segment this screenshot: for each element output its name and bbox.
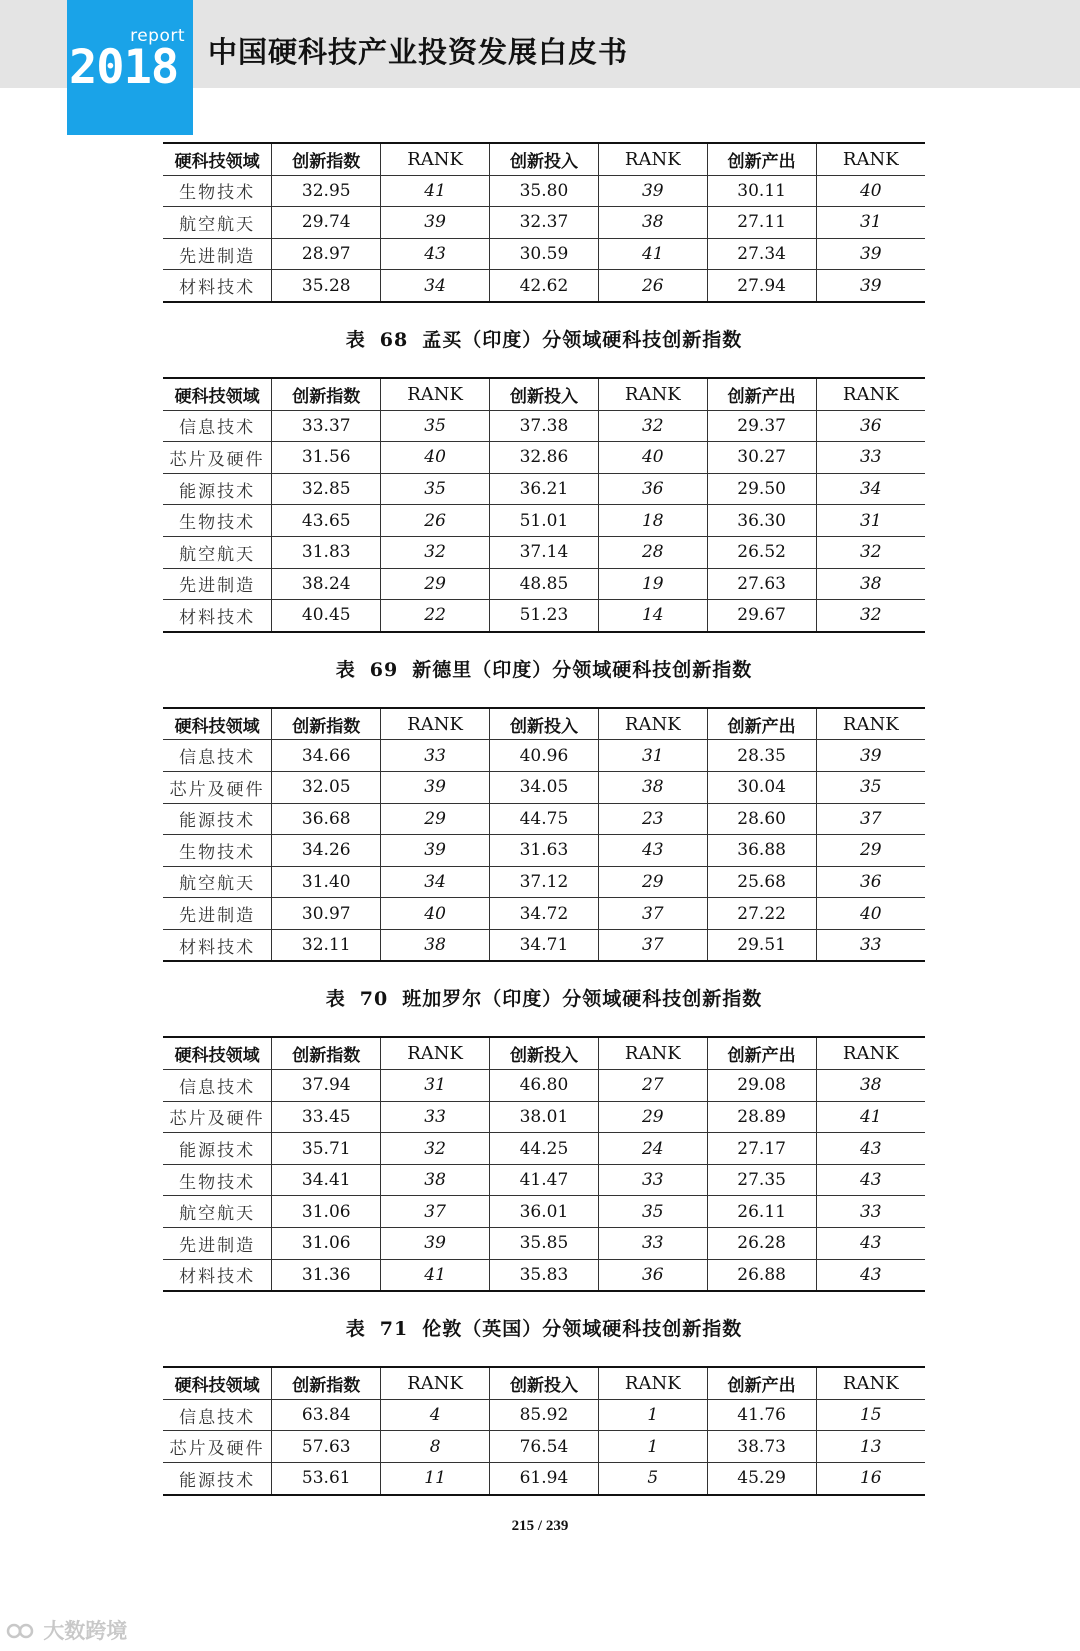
- value-cell: 45.29: [707, 1463, 816, 1495]
- rank-cell: 39: [381, 207, 490, 239]
- rank-cell: 37: [381, 1196, 490, 1228]
- column-header: RANK: [598, 1367, 707, 1399]
- value-cell: 33.37: [272, 410, 381, 442]
- table-row: [163, 1164, 925, 1196]
- rank-cell: 38: [381, 1164, 490, 1196]
- table-caption: [163, 633, 925, 707]
- rank-cell: 39: [598, 175, 707, 207]
- value-cell: 32.11: [272, 929, 381, 961]
- value-cell: 26.28: [707, 1228, 816, 1260]
- rank-cell: 35: [816, 771, 925, 803]
- rank-cell: 19: [598, 568, 707, 600]
- value-cell: 28.35: [707, 740, 816, 772]
- field-cell: 先进制造: [163, 238, 272, 270]
- value-cell: 30.04: [707, 771, 816, 803]
- rank-cell: 15: [816, 1399, 925, 1431]
- rank-cell: 33: [598, 1164, 707, 1196]
- value-cell: 27.35: [707, 1164, 816, 1196]
- rank-cell: 29: [598, 1101, 707, 1133]
- value-cell: 27.34: [707, 238, 816, 270]
- value-cell: 31.40: [272, 866, 381, 898]
- rank-cell: 27: [598, 1070, 707, 1102]
- field-cell: 生物技术: [163, 505, 272, 537]
- field-cell: 能源技术: [179, 1470, 256, 1491]
- index-table: [163, 142, 925, 303]
- column-header: 创新产出: [707, 1367, 816, 1399]
- table-caption: [163, 1292, 925, 1366]
- value-cell: 38.24: [272, 568, 381, 600]
- field-cell: 生物技术: [163, 175, 272, 207]
- value-cell: 35.80: [490, 175, 599, 207]
- column-header: RANK: [598, 143, 707, 175]
- rank-cell: 32: [816, 536, 925, 568]
- column-header: RANK: [381, 1367, 490, 1399]
- column-header: RANK: [598, 708, 707, 740]
- table-caption: [163, 962, 925, 1036]
- value-cell: 32.05: [272, 771, 381, 803]
- logo-report-text: report: [130, 26, 185, 46]
- value-cell: 61.94: [490, 1463, 599, 1495]
- rank-cell: 28: [598, 536, 707, 568]
- value-cell: 36.21: [490, 473, 599, 505]
- value-cell: 36.30: [707, 505, 816, 537]
- field-cell: 芯片及硬件: [163, 1101, 272, 1133]
- field-cell: 能源技术: [163, 473, 272, 505]
- value-cell: 57.63: [272, 1431, 381, 1463]
- field-cell: 生物技术: [163, 1164, 272, 1196]
- rank-cell: 31: [816, 207, 925, 239]
- value-cell: 41.47: [490, 1164, 599, 1196]
- rank-cell: 43: [816, 1164, 925, 1196]
- value-cell: 32.95: [272, 175, 381, 207]
- value-cell: 28.89: [707, 1101, 816, 1133]
- value-cell: 33.45: [272, 1101, 381, 1133]
- page-number: 215 / 239: [511, 1518, 569, 1534]
- value-cell: 30.27: [707, 442, 816, 474]
- rank-cell: 39: [381, 771, 490, 803]
- table-row: [163, 600, 925, 632]
- value-cell: 34.66: [272, 740, 381, 772]
- column-header: 硬科技领域: [163, 378, 272, 410]
- rank-cell: 35: [381, 473, 490, 505]
- table-row: [163, 1070, 925, 1102]
- column-header: 创新产出: [707, 1037, 816, 1069]
- field-cell: 信息技术: [163, 410, 272, 442]
- rank-cell: 41: [381, 1259, 490, 1291]
- value-cell: 35.83: [490, 1259, 599, 1291]
- caption-number: 71: [379, 1318, 409, 1341]
- rank-cell: 33: [598, 1228, 707, 1260]
- rank-cell: 24: [598, 1133, 707, 1165]
- caption-text: 新德里（印度）分领域硬科技创新指数: [412, 658, 753, 681]
- column-header: 创新投入: [490, 378, 599, 410]
- column-header: RANK: [381, 1037, 490, 1069]
- watermark-logo-icon: [6, 1621, 36, 1641]
- value-cell: 29.67: [707, 600, 816, 632]
- value-cell: 27.17: [707, 1133, 816, 1165]
- column-header: RANK: [598, 1037, 707, 1069]
- table-row: [163, 1259, 925, 1291]
- value-cell: 27.22: [707, 898, 816, 930]
- table-header-row: [163, 378, 925, 410]
- caption-text: 伦敦（英国）分领域硬科技创新指数: [422, 1318, 743, 1341]
- value-cell: 37.12: [490, 866, 599, 898]
- rank-cell: 33: [816, 929, 925, 961]
- rank-cell: 35: [381, 410, 490, 442]
- table-row: [163, 505, 925, 537]
- column-header: 创新指数: [272, 1367, 381, 1399]
- value-cell: 31.06: [272, 1196, 381, 1228]
- value-cell: 27.11: [707, 207, 816, 239]
- value-cell: 31.63: [490, 835, 599, 867]
- rank-cell: 38: [598, 207, 707, 239]
- rank-cell: 14: [598, 600, 707, 632]
- column-header: 创新产出: [707, 378, 816, 410]
- field-cell: 航空航天: [163, 866, 272, 898]
- value-cell: 76.54: [490, 1431, 599, 1463]
- value-cell: 35.85: [490, 1228, 599, 1260]
- field-cell: 航空航天: [163, 207, 272, 239]
- rank-cell: 32: [816, 600, 925, 632]
- column-header: 创新投入: [490, 708, 599, 740]
- value-cell: 37.14: [490, 536, 599, 568]
- rank-cell: 22: [381, 600, 490, 632]
- rank-cell: 1: [598, 1431, 707, 1463]
- index-table: [163, 1036, 925, 1292]
- value-cell: 34.72: [490, 898, 599, 930]
- value-cell: 44.25: [490, 1133, 599, 1165]
- rank-cell: 36: [816, 866, 925, 898]
- value-cell: 37.94: [272, 1070, 381, 1102]
- rank-cell: 11: [381, 1463, 490, 1495]
- caption-number: 68: [379, 328, 409, 351]
- value-cell: 46.80: [490, 1070, 599, 1102]
- field-cell: 材料技术: [179, 1267, 256, 1288]
- value-cell: 31.36: [272, 1259, 381, 1291]
- field-cell: 航空航天: [163, 1196, 272, 1228]
- caption-text: 孟买（印度）分领域硬科技创新指数: [422, 328, 743, 351]
- rank-cell: 29: [381, 568, 490, 600]
- table-header-row: [163, 708, 925, 740]
- value-cell: 31.56: [272, 442, 381, 474]
- value-cell: 63.84: [272, 1399, 381, 1431]
- rank-cell: 18: [598, 505, 707, 537]
- table-row: [163, 1196, 925, 1228]
- value-cell: 34.41: [272, 1164, 381, 1196]
- value-cell: 40.45: [272, 600, 381, 632]
- rank-cell: 40: [816, 175, 925, 207]
- value-cell: 34.26: [272, 835, 381, 867]
- rank-cell: 1: [598, 1399, 707, 1431]
- column-header: RANK: [598, 378, 707, 410]
- rank-cell: 32: [381, 1133, 490, 1165]
- value-cell: 32.85: [272, 473, 381, 505]
- column-header: RANK: [381, 708, 490, 740]
- field-cell: 芯片及硬件: [163, 771, 272, 803]
- column-header: 创新投入: [490, 143, 599, 175]
- field-cell: 航空航天: [163, 536, 272, 568]
- value-cell: 37.38: [490, 410, 599, 442]
- value-cell: 29.08: [707, 1070, 816, 1102]
- caption-prefix: 表: [345, 328, 366, 351]
- rank-cell: 32: [598, 410, 707, 442]
- value-cell: 28.97: [272, 238, 381, 270]
- rank-cell: 35: [598, 1196, 707, 1228]
- field-cell: 先进制造: [163, 1228, 272, 1260]
- watermark-text: 大数跨境: [43, 1619, 128, 1643]
- rank-cell: 39: [816, 740, 925, 772]
- value-cell: 27.94: [707, 270, 816, 302]
- rank-cell: 40: [381, 442, 490, 474]
- value-cell: 29.74: [272, 207, 381, 239]
- value-cell: 25.68: [707, 866, 816, 898]
- caption-prefix: 表: [345, 1318, 366, 1341]
- column-header: RANK: [381, 378, 490, 410]
- column-header: 创新指数: [272, 1037, 381, 1069]
- table-row: [163, 898, 925, 930]
- column-header: 创新指数: [272, 143, 381, 175]
- column-header: 创新指数: [272, 708, 381, 740]
- rank-cell: 39: [381, 835, 490, 867]
- table-row: [163, 1399, 925, 1431]
- rank-cell: 33: [816, 1196, 925, 1228]
- caption-text: 班加罗尔（印度）分领域硬科技创新指数: [402, 988, 763, 1011]
- rank-cell: 26: [381, 505, 490, 537]
- rank-cell: 26: [598, 270, 707, 302]
- table-row: [163, 175, 925, 207]
- table-row: [163, 803, 925, 835]
- field-cell: 芯片及硬件: [163, 442, 272, 474]
- value-cell: 35.28: [272, 270, 381, 302]
- value-cell: 32.37: [490, 207, 599, 239]
- column-header: 创新指数: [272, 378, 381, 410]
- rank-cell: 31: [598, 740, 707, 772]
- rank-cell: 34: [816, 473, 925, 505]
- table-header-row: [163, 1367, 925, 1399]
- caption-number: 69: [369, 658, 399, 681]
- table-row: [163, 238, 925, 270]
- column-header: RANK: [816, 1037, 925, 1069]
- watermark: [6, 1615, 127, 1645]
- value-cell: 30.97: [272, 898, 381, 930]
- value-cell: 38.01: [490, 1101, 599, 1133]
- table-row: [163, 207, 925, 239]
- table-row: [163, 410, 925, 442]
- value-cell: 32.86: [490, 442, 599, 474]
- table-row: [163, 536, 925, 568]
- index-table: [163, 1366, 925, 1495]
- table-header-row: [163, 1037, 925, 1069]
- value-cell: 26.52: [707, 536, 816, 568]
- rank-cell: 34: [381, 270, 490, 302]
- table-row: [163, 929, 925, 961]
- field-cell: 生物技术: [163, 835, 272, 867]
- rank-cell: 8: [381, 1431, 490, 1463]
- index-table: [163, 377, 925, 633]
- rank-cell: 41: [598, 238, 707, 270]
- value-cell: 51.23: [490, 600, 599, 632]
- rank-cell: 39: [816, 270, 925, 302]
- rank-cell: 5: [598, 1463, 707, 1495]
- rank-cell: 36: [598, 473, 707, 505]
- field-cell: 信息技术: [163, 740, 272, 772]
- value-cell: 51.01: [490, 505, 599, 537]
- table-caption: [163, 303, 925, 377]
- caption-number: 70: [359, 988, 389, 1011]
- value-cell: 27.63: [707, 568, 816, 600]
- field-cell: 材料技术: [179, 607, 256, 628]
- table-row: [163, 1133, 925, 1165]
- value-cell: 29.37: [707, 410, 816, 442]
- rank-cell: 38: [598, 771, 707, 803]
- column-header: 硬科技领域: [163, 1367, 272, 1399]
- value-cell: 40.96: [490, 740, 599, 772]
- rank-cell: 38: [816, 1070, 925, 1102]
- caption-prefix: 表: [325, 988, 346, 1011]
- tables-area: [163, 142, 925, 1496]
- table-row: [163, 270, 925, 302]
- rank-cell: 37: [598, 898, 707, 930]
- rank-cell: 13: [816, 1431, 925, 1463]
- value-cell: 36.01: [490, 1196, 599, 1228]
- value-cell: 26.11: [707, 1196, 816, 1228]
- column-header: RANK: [816, 143, 925, 175]
- table-row: [163, 1228, 925, 1260]
- value-cell: 41.76: [707, 1399, 816, 1431]
- index-table: [163, 707, 925, 963]
- field-cell: 信息技术: [163, 1070, 272, 1102]
- column-header: RANK: [381, 143, 490, 175]
- table-row: [163, 568, 925, 600]
- field-cell: 芯片及硬件: [163, 1431, 272, 1463]
- report-logo: [67, 0, 193, 135]
- value-cell: 29.51: [707, 929, 816, 961]
- rank-cell: 37: [816, 803, 925, 835]
- column-header: 硬科技领域: [163, 708, 272, 740]
- value-cell: 34.05: [490, 771, 599, 803]
- rank-cell: 31: [816, 505, 925, 537]
- rank-cell: 33: [381, 1101, 490, 1133]
- value-cell: 30.59: [490, 238, 599, 270]
- table-row: [163, 473, 925, 505]
- rank-cell: 39: [816, 238, 925, 270]
- table-row: [163, 866, 925, 898]
- rank-cell: 31: [381, 1070, 490, 1102]
- rank-cell: 41: [816, 1101, 925, 1133]
- table-row: [163, 740, 925, 772]
- column-header: RANK: [816, 708, 925, 740]
- value-cell: 48.85: [490, 568, 599, 600]
- table-row: [163, 1101, 925, 1133]
- field-cell: 能源技术: [163, 803, 272, 835]
- value-cell: 31.83: [272, 536, 381, 568]
- rank-cell: 40: [598, 442, 707, 474]
- value-cell: 44.75: [490, 803, 599, 835]
- rank-cell: 37: [598, 929, 707, 961]
- column-header: 创新投入: [490, 1367, 599, 1399]
- rank-cell: 36: [598, 1259, 707, 1291]
- rank-cell: 43: [816, 1228, 925, 1260]
- field-cell: 信息技术: [163, 1399, 272, 1431]
- rank-cell: 40: [381, 898, 490, 930]
- value-cell: 29.50: [707, 473, 816, 505]
- value-cell: 36.88: [707, 835, 816, 867]
- table-row: [163, 1463, 925, 1495]
- rank-cell: 38: [381, 929, 490, 961]
- value-cell: 34.71: [490, 929, 599, 961]
- column-header: 创新产出: [707, 708, 816, 740]
- column-header: 硬科技领域: [163, 143, 272, 175]
- value-cell: 38.73: [707, 1431, 816, 1463]
- column-header: 硬科技领域: [163, 1037, 272, 1069]
- rank-cell: 43: [816, 1133, 925, 1165]
- value-cell: 30.11: [707, 175, 816, 207]
- value-cell: 53.61: [272, 1463, 381, 1495]
- rank-cell: 29: [816, 835, 925, 867]
- rank-cell: 34: [381, 866, 490, 898]
- rank-cell: 16: [816, 1463, 925, 1495]
- field-cell: 先进制造: [163, 568, 272, 600]
- rank-cell: 4: [381, 1399, 490, 1431]
- rank-cell: 40: [816, 898, 925, 930]
- rank-cell: 38: [816, 568, 925, 600]
- column-header: 创新投入: [490, 1037, 599, 1069]
- rank-cell: 39: [381, 1228, 490, 1260]
- rank-cell: 23: [598, 803, 707, 835]
- rank-cell: 43: [598, 835, 707, 867]
- value-cell: 43.65: [272, 505, 381, 537]
- rank-cell: 29: [598, 866, 707, 898]
- value-cell: 36.68: [272, 803, 381, 835]
- table-header-row: [163, 143, 925, 175]
- rank-cell: 29: [381, 803, 490, 835]
- rank-cell: 33: [381, 740, 490, 772]
- field-cell: 材料技术: [179, 937, 256, 958]
- field-cell: 材料技术: [179, 278, 256, 299]
- rank-cell: 36: [816, 410, 925, 442]
- value-cell: 28.60: [707, 803, 816, 835]
- logo-year-text: 2018: [69, 40, 179, 95]
- value-cell: 85.92: [490, 1399, 599, 1431]
- value-cell: 35.71: [272, 1133, 381, 1165]
- rank-cell: 43: [381, 238, 490, 270]
- rank-cell: 41: [381, 175, 490, 207]
- value-cell: 31.06: [272, 1228, 381, 1260]
- caption-prefix: 表: [335, 658, 356, 681]
- field-cell: 能源技术: [163, 1133, 272, 1165]
- document-title: 中国硬科技产业投资发展白皮书: [208, 35, 629, 69]
- field-cell: 先进制造: [163, 898, 272, 930]
- table-row: [163, 835, 925, 867]
- rank-cell: 43: [816, 1259, 925, 1291]
- table-row: [163, 771, 925, 803]
- rank-cell: 32: [381, 536, 490, 568]
- rank-cell: 33: [816, 442, 925, 474]
- table-row: [163, 442, 925, 474]
- table-row: [163, 1431, 925, 1463]
- column-header: 创新产出: [707, 143, 816, 175]
- value-cell: 26.88: [707, 1259, 816, 1291]
- column-header: RANK: [816, 1367, 925, 1399]
- column-header: RANK: [816, 378, 925, 410]
- value-cell: 42.62: [490, 270, 599, 302]
